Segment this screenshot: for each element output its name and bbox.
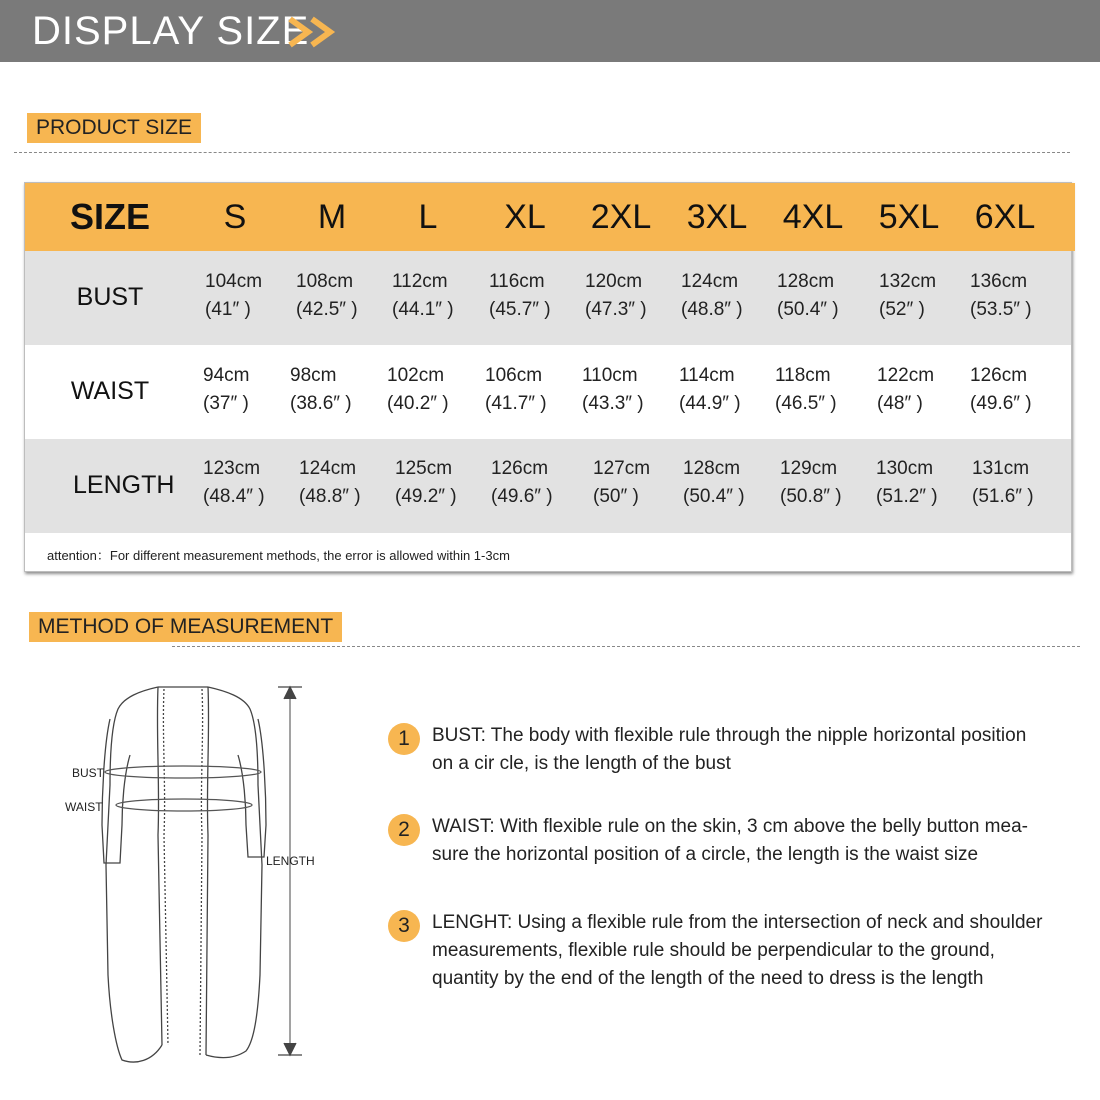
table-cell: 123cm (48.4″ ) xyxy=(203,458,265,507)
table-row xyxy=(25,345,1071,439)
page-title: DISPLAY SIZE xyxy=(32,9,310,53)
step-number-2: 2 xyxy=(388,814,420,846)
table-cell: 114cm (44.9″ ) xyxy=(679,365,741,414)
table-cell: 124cm (48.8″ ) xyxy=(681,271,743,320)
table-cell: 108cm (42.5″ ) xyxy=(296,271,358,320)
table-cell: 94cm (37″ ) xyxy=(203,365,250,414)
table-cell: 131cm (51.6″ ) xyxy=(972,458,1034,507)
table-cell: 102cm (40.2″ ) xyxy=(387,365,449,414)
attention-note: attention：For different measurement methods, the error is allowed within 1-3cm xyxy=(47,548,510,563)
row-label-length: LENGTH xyxy=(73,471,175,499)
figure-bust-label: BUST xyxy=(72,766,105,780)
section-divider xyxy=(172,646,1080,647)
table-cell: 128cm (50.4″ ) xyxy=(683,458,745,507)
row-label-waist: WAIST xyxy=(70,377,150,405)
table-row xyxy=(25,251,1071,345)
method-of-measurement-label: METHOD OF MEASUREMENT xyxy=(29,612,342,642)
step-text-length: LENGHT: Using a flexible rule from the intersection of neck and shoulder measurements, flexible rule should be perpendicular to the ground, quantity by the end of the length of the need to dress is the length xyxy=(432,912,1043,989)
table-cell: 126cm (49.6″ ) xyxy=(491,458,553,507)
size-6xl-header: 6XL xyxy=(974,198,1036,236)
table-cell: 104cm (41″ ) xyxy=(205,271,263,320)
size-s-header: S xyxy=(223,198,247,236)
table-cell: 118cm (46.5″ ) xyxy=(775,365,837,414)
table-cell: 132cm (52″ ) xyxy=(879,271,937,320)
size-l-header: L xyxy=(418,198,438,236)
table-cell: 106cm (41.7″ ) xyxy=(485,365,547,414)
size-5xl-header: 5XL xyxy=(878,198,940,236)
row-label-bust: BUST xyxy=(76,283,144,311)
table-cell: 130cm (51.2″ ) xyxy=(876,458,938,507)
product-size-label: PRODUCT SIZE xyxy=(27,113,201,143)
figure-length-label: LENGTH xyxy=(266,854,315,868)
step-number-1: 1 xyxy=(388,723,420,755)
table-cell: 120cm (47.3″ ) xyxy=(585,271,647,320)
size-2xl-header: 2XL xyxy=(590,198,652,236)
table-cell: 125cm (49.2″ ) xyxy=(395,458,457,507)
step-text-waist: WAIST: With flexible rule on the skin, 3 cm above the belly button mea- sure the horizontal position of a circle, the length is the waist size xyxy=(432,816,1028,865)
size-3xl-header: 3XL xyxy=(686,198,748,236)
size-m-header: M xyxy=(317,198,347,236)
section-divider xyxy=(14,152,1070,153)
table-cell: 129cm (50.8″ ) xyxy=(780,458,842,507)
table-cell: 136cm (53.5″ ) xyxy=(970,271,1032,320)
table-cell: 128cm (50.4″ ) xyxy=(777,271,839,320)
size-table xyxy=(24,182,1072,572)
table-cell: 110cm (43.3″ ) xyxy=(582,365,644,414)
table-cell: 98cm (38.6″ ) xyxy=(290,365,352,414)
table-cell: 122cm (48″ ) xyxy=(877,365,935,414)
table-cell: 124cm (48.8″ ) xyxy=(299,458,361,507)
step-text-bust: BUST: The body with flexible rule through the nipple horizontal position on a cir cle, is the length of the bust xyxy=(432,725,1027,774)
table-cell: 112cm (44.1″ ) xyxy=(392,271,454,320)
size-xl-header: XL xyxy=(504,198,546,236)
size-4xl-header: 4XL xyxy=(782,198,844,236)
table-header-row xyxy=(25,183,1075,251)
table-cell: 127cm (50″ ) xyxy=(593,458,651,507)
header-bar xyxy=(0,0,1100,62)
double-chevron-right-icon xyxy=(287,16,339,48)
size-header: SIZE xyxy=(69,196,150,237)
table-cell: 116cm (45.7″ ) xyxy=(489,271,551,320)
garment-diagram xyxy=(40,675,340,1075)
figure-waist-label: WAIST xyxy=(65,800,103,814)
step-number-3: 3 xyxy=(388,910,420,942)
table-row xyxy=(25,439,1071,533)
table-cell: 126cm (49.6″ ) xyxy=(970,365,1032,414)
